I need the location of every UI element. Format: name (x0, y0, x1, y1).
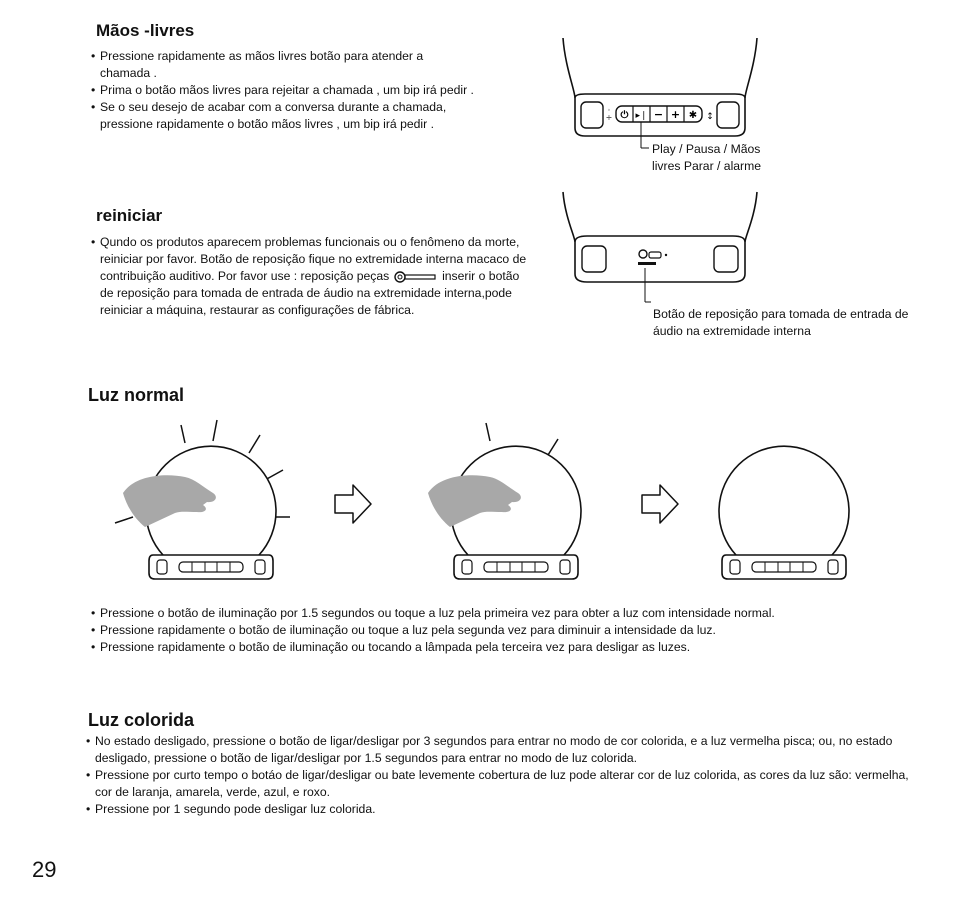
handsfree-title: Mãos -livres (96, 21, 195, 40)
list-item: • Pressione rapidamente o botão de iluminação ou toque a luz pela segunda vez para diminuir a intensidade da luz. (91, 622, 943, 639)
svg-text:◦: ◦ (607, 107, 611, 114)
page-number: 29 (32, 857, 57, 882)
svg-text:⏻: ⏻ (620, 110, 629, 121)
lamp-dim-figure (400, 415, 610, 590)
list-item: • Pressione por 1 segundo pode desligar luz colorida. (86, 801, 926, 818)
lamp-bright-figure (95, 415, 305, 590)
colored-light-list (86, 733, 926, 818)
list-item: • Se o seu desejo de acabar com a conversa durante a chamada, pressione rapidamente o botão mãos livres , um bip irá pedir . (91, 99, 476, 133)
colored-light-title: Luz colorida (88, 710, 195, 730)
reset-caption: Botão de reposição para tomada de entrada de áudio na extremidade interna (653, 307, 909, 338)
svg-text:−: − (653, 108, 664, 121)
normal-light-list (91, 605, 943, 656)
list-item: • Prima o botão mãos livres para rejeitar a chamada , um bip irá pedir . (91, 82, 476, 99)
list-item: • Pressione por curto tempo o botáo de ligar/desligar ou bate levemente cobertura de luz pode alterar cor de luz colorida, as cores da luz são: vermelha, cor de laranja, amarela, verde, azul, e roxo. (86, 767, 926, 801)
speaker-controls-figure (545, 36, 775, 156)
list-item (91, 234, 529, 319)
handsfree-list (91, 48, 476, 133)
reset-title: reiniciar (96, 206, 163, 225)
svg-text:+: + (670, 108, 681, 121)
lamp-off-figure (668, 415, 878, 590)
reset-pin-icon (393, 271, 439, 283)
list-item: • Pressione rapidamente as mãos livres botão para atender a chamada . (91, 48, 476, 82)
svg-text:÷: ÷ (605, 113, 613, 122)
reset-list (91, 234, 529, 319)
svg-text:▸❘: ▸❘ (635, 111, 648, 121)
svg-text:✱: ✱ (688, 110, 698, 121)
normal-light-title: Luz normal (88, 385, 185, 405)
reset-text-before: Qundo os produtos aparecem problemas funcionais ou o fenômeno da morte, reiniciar por favor. Botão de reposição fique no extremidade interna macaco de contribuição auditivo. Por favor use : reposição peças (100, 235, 527, 283)
speaker-reset-figure (545, 192, 775, 312)
list-item: • Pressione o botão de iluminação por 1.5 segundos ou toque a luz pela primeira vez para obter a luz com intensidade normal. (91, 605, 943, 622)
controls-caption: Play / Pausa / Mãos livres Parar / alarme (652, 142, 762, 173)
reset-text-after: inserir o botão de reposição para tomada de entrada de áudio na extremidade interna,pode reiniciar a máquina, restaurar as configurações de fábrica. (100, 269, 520, 317)
arrow-right-icon (331, 482, 375, 526)
list-item: • No estado desligado, pressione o botão de ligar/desligar por 3 segundos para entrar no modo de cor colorida, e a luz vermelha pisca; ou, no estado desligado, pressione o botão de ligar/desligar por 1.5 segundos para entrar no modo de luz colorida. (86, 733, 926, 767)
svg-text:↕: ↕ (706, 112, 714, 122)
list-item: • Pressione rapidamente o botão de iluminação ou tocando a lâmpada pela terceira vez para desligar as luzes. (91, 639, 943, 656)
